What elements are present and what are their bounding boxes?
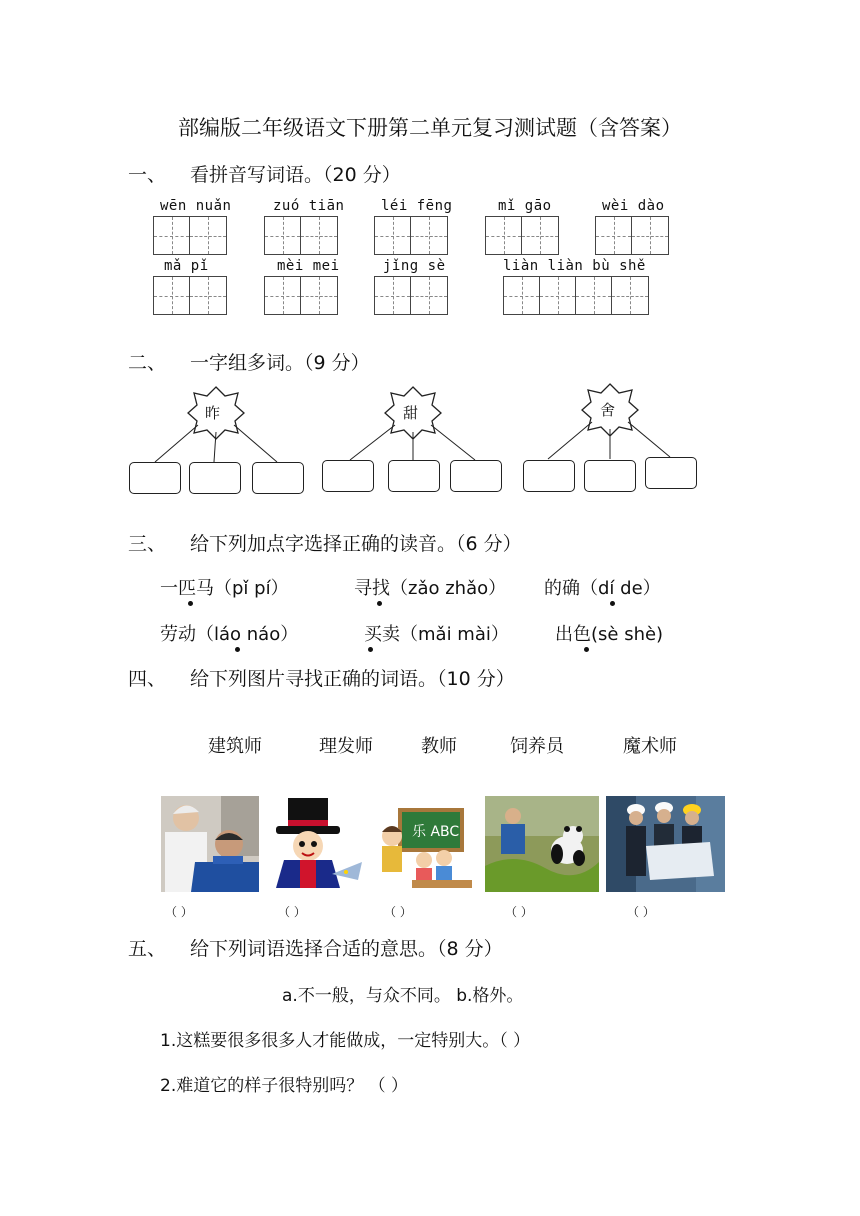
pinyin-label: zuó tiān [273, 198, 345, 214]
emphasis-dot [377, 601, 382, 606]
section-text: 给下列加点字选择正确的读音。（6 分） [190, 533, 522, 555]
tree-branch [234, 425, 277, 462]
answer-box[interactable] [189, 462, 241, 494]
answer-box[interactable] [450, 460, 502, 492]
section-1-heading [128, 160, 401, 187]
pinyin-label: mǎ pǐ [164, 258, 209, 274]
pinyin-label: wèi dào [602, 198, 665, 214]
answer-parens[interactable]: （ ） [384, 905, 412, 919]
reading-item: 劳动（láo náo） [160, 624, 299, 645]
zookeeper-photo [485, 796, 599, 892]
emphasis-dot [188, 601, 193, 606]
section-2-heading [128, 348, 370, 375]
answer-box[interactable] [584, 460, 636, 492]
reading-item: 一匹马（pǐ pí） [160, 578, 289, 599]
section-text: 一字组多词。（9 分） [190, 352, 370, 374]
pinyin-label: jǐng sè [383, 258, 446, 274]
writing-grid[interactable] [503, 276, 649, 315]
writing-grid[interactable] [485, 216, 559, 255]
section-5-heading [128, 934, 503, 961]
pinyin-label: liàn liàn bù shě [503, 258, 646, 274]
writing-grid[interactable] [374, 216, 448, 255]
tree-branch [431, 425, 475, 460]
answer-parens[interactable]: （ ） [278, 905, 306, 919]
emphasis-dot [584, 647, 589, 652]
tree-branch [155, 425, 198, 462]
writing-grid[interactable] [374, 276, 448, 315]
section-text: 给下列词语选择合适的意思。（8 分） [190, 938, 503, 960]
pinyin-label: wēn nuǎn [160, 198, 232, 214]
job-word: 饲养员 [510, 736, 564, 757]
section-number: 四、 [128, 668, 167, 690]
job-word: 理发师 [319, 736, 373, 757]
writing-grid[interactable] [264, 216, 338, 255]
question-item: 1.这糕要很多很多人才能做成，一定特别大。（ ） [160, 1031, 531, 1051]
pinyin-label: mǐ gāo [498, 198, 552, 214]
section-number: 一、 [128, 164, 167, 186]
section-number: 二、 [128, 352, 167, 374]
tree-branch [548, 422, 592, 459]
answer-box[interactable] [322, 460, 374, 492]
answer-box[interactable] [388, 460, 440, 492]
emphasis-dot [235, 647, 240, 652]
page-title: 部编版二年级语文下册第二单元复习测试题（含答案） [178, 116, 682, 140]
reading-item: 买卖（mǎi mài） [364, 624, 509, 645]
answer-box[interactable] [129, 462, 181, 494]
answer-box[interactable] [645, 457, 697, 489]
answer-parens[interactable]: （ ） [165, 905, 193, 919]
pinyin-label: léi fēng [381, 198, 453, 214]
architect-photo [606, 796, 725, 892]
reading-item: 寻找（zǎo zhǎo） [354, 578, 507, 599]
tree-branch [628, 422, 670, 457]
reading-item: 的确（dí de） [544, 578, 661, 599]
job-word: 教师 [421, 736, 457, 757]
section-number: 五、 [128, 938, 167, 960]
tree-branch [350, 425, 395, 460]
star-char: 昨 [205, 404, 221, 422]
section-text: 看拼音写词语。（20 分） [190, 164, 401, 186]
answer-parens[interactable]: （ ） [627, 905, 655, 919]
section-3-heading [128, 529, 522, 556]
reading-item: 出色(sè shè) [555, 624, 664, 645]
barber-photo [161, 796, 259, 892]
answer-box[interactable] [523, 460, 575, 492]
job-word: 建筑师 [208, 736, 262, 757]
section-4-heading [128, 664, 515, 691]
magician-image [262, 796, 366, 892]
answer-box[interactable] [252, 462, 304, 494]
meaning-options: a.不一般，与众不同。 b.格外。 [282, 986, 524, 1006]
writing-grid[interactable] [595, 216, 669, 255]
emphasis-dot [610, 601, 615, 606]
emphasis-dot [368, 647, 373, 652]
star-char: 舍 [600, 401, 616, 419]
answer-parens[interactable]: （ ） [505, 905, 533, 919]
question-item: 2.难道它的样子很特别吗？ （ ） [160, 1076, 409, 1096]
section-text: 给下列图片寻找正确的词语。（10 分） [190, 668, 515, 690]
section-number: 三、 [128, 533, 167, 555]
job-word: 魔术师 [623, 736, 677, 757]
writing-grid[interactable] [264, 276, 338, 315]
teacher-image [372, 796, 476, 892]
pinyin-label: mèi mei [277, 258, 340, 274]
star-char: 甜 [403, 404, 419, 422]
writing-grid[interactable] [153, 216, 227, 255]
writing-grid[interactable] [153, 276, 227, 315]
svg-text:乐 ABC: 乐 ABC [412, 824, 460, 840]
